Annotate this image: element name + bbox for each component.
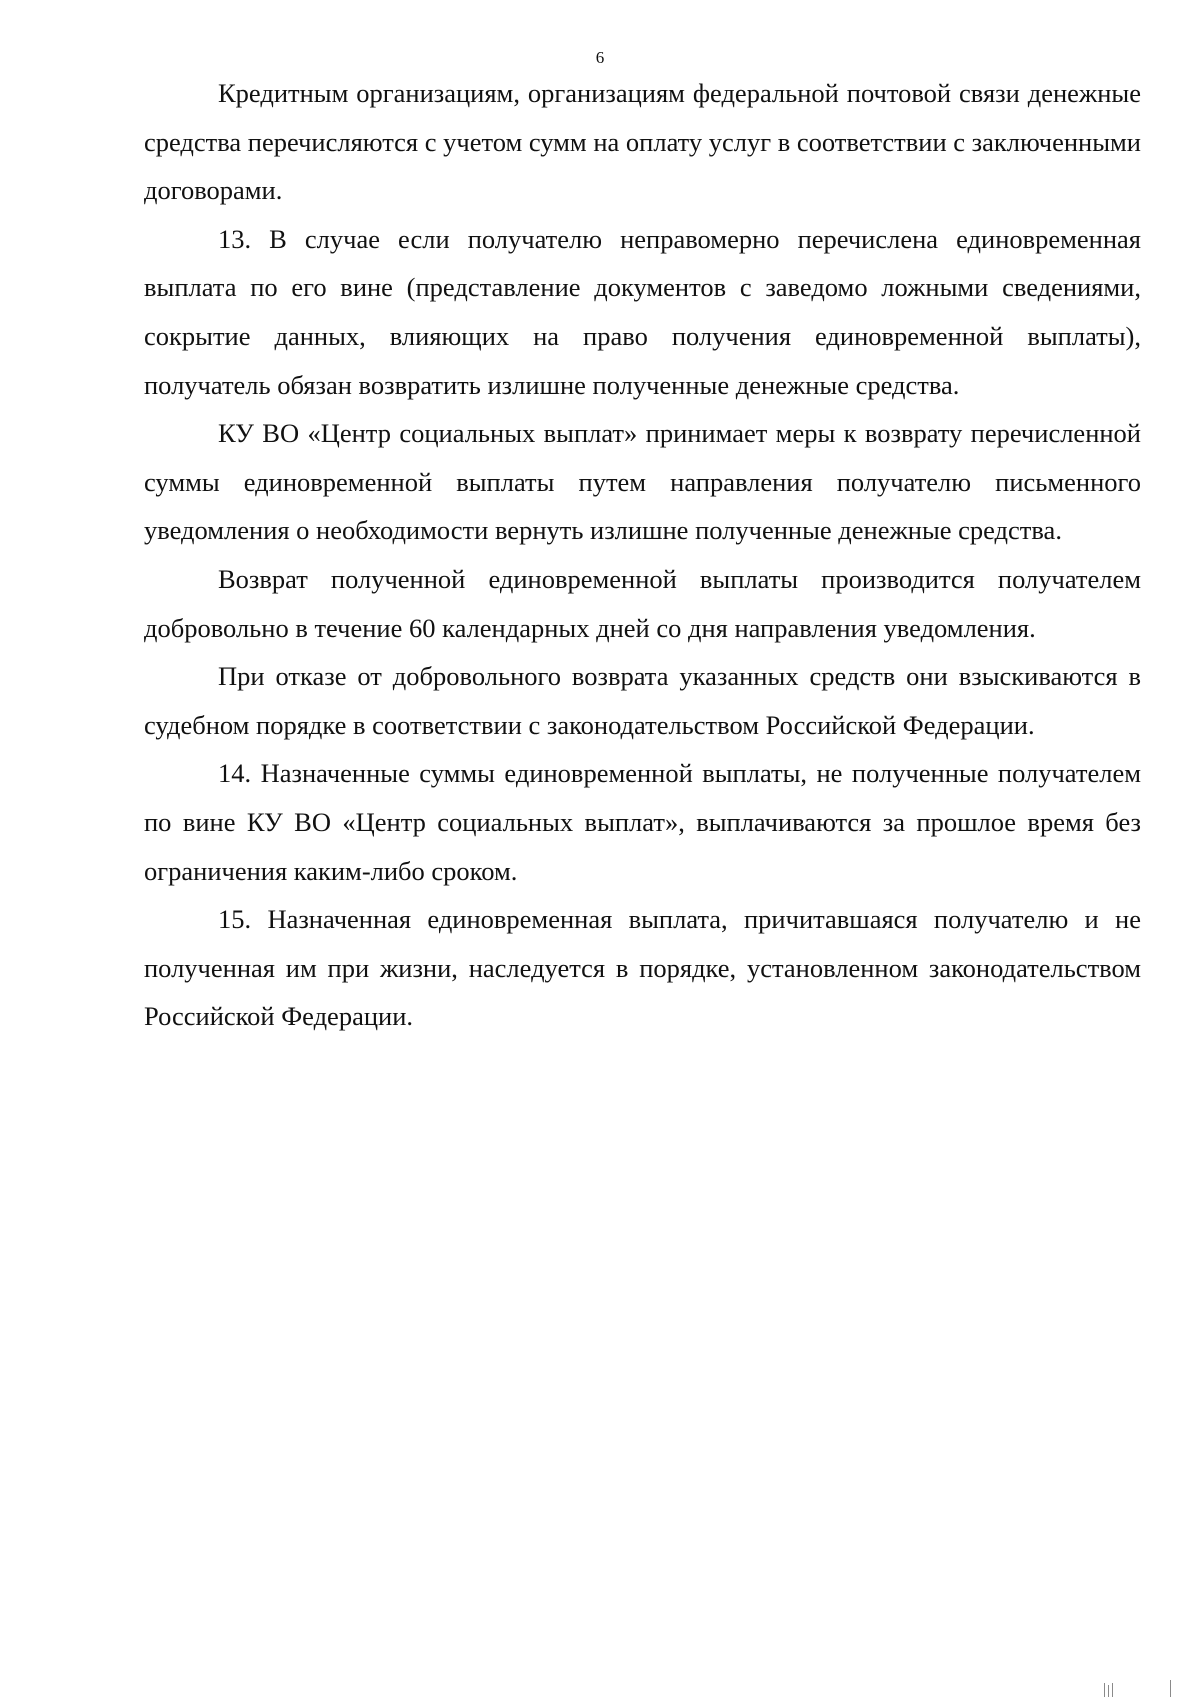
paragraph-13-overpayment: 13. В случае если получателю неправомерно перечислена единовременная выплата по его вине (представление документов с заведомо ложными сведениями, сокрытие данных, влияющих на право получения единовременной выплаты), получатель обязан возвратить излишне полученные денежные средства.	[144, 223, 1141, 400]
paragraph-return-measures: КУ ВО «Центр социальных выплат» принимает меры к возврату перечисленной суммы единовременной выплаты путем направления получателю письменного уведомления о необходимости вернуть излишне полученные денежные средства.	[144, 418, 1141, 546]
document-body	[144, 69, 1141, 1041]
paragraph-15-inheritance: 15. Назначенная единовременная выплата, причитавшаяся получателю и не полученная им при жизни, наследуется в порядке, установленном законодательством Российской Федерации.	[144, 904, 1141, 1032]
paragraph-court-recovery: При отказе от добровольного возврата указанных средств они взыскиваются в судебном порядке в соответствии с законодательством Российской Федерации.	[144, 661, 1141, 740]
scan-edge-mark	[1104, 1683, 1105, 1697]
paragraph-credit-organizations: Кредитным организациям, организациям федеральной почтовой связи денежные средства перечисляются с учетом сумм на оплату услуг в соответствии с заключенными договорами.	[144, 78, 1141, 206]
paragraph-14-unreceived-sums: 14. Назначенные суммы единовременной выплаты, не полученные получателем по вине КУ ВО «Центр социальных выплат», выплачиваются за прошлое время без ограничения каким-либо сроком.	[144, 758, 1141, 886]
scan-edge-mark	[1112, 1683, 1113, 1697]
scan-edge-mark	[1108, 1685, 1109, 1697]
paragraph-voluntary-return: Возврат полученной единовременной выплаты производится получателем добровольно в течение 60 календарных дней со дня направления уведомления.	[144, 563, 1141, 643]
scan-edge-mark	[1170, 1680, 1171, 1697]
page-number: 6	[595, 48, 605, 67]
